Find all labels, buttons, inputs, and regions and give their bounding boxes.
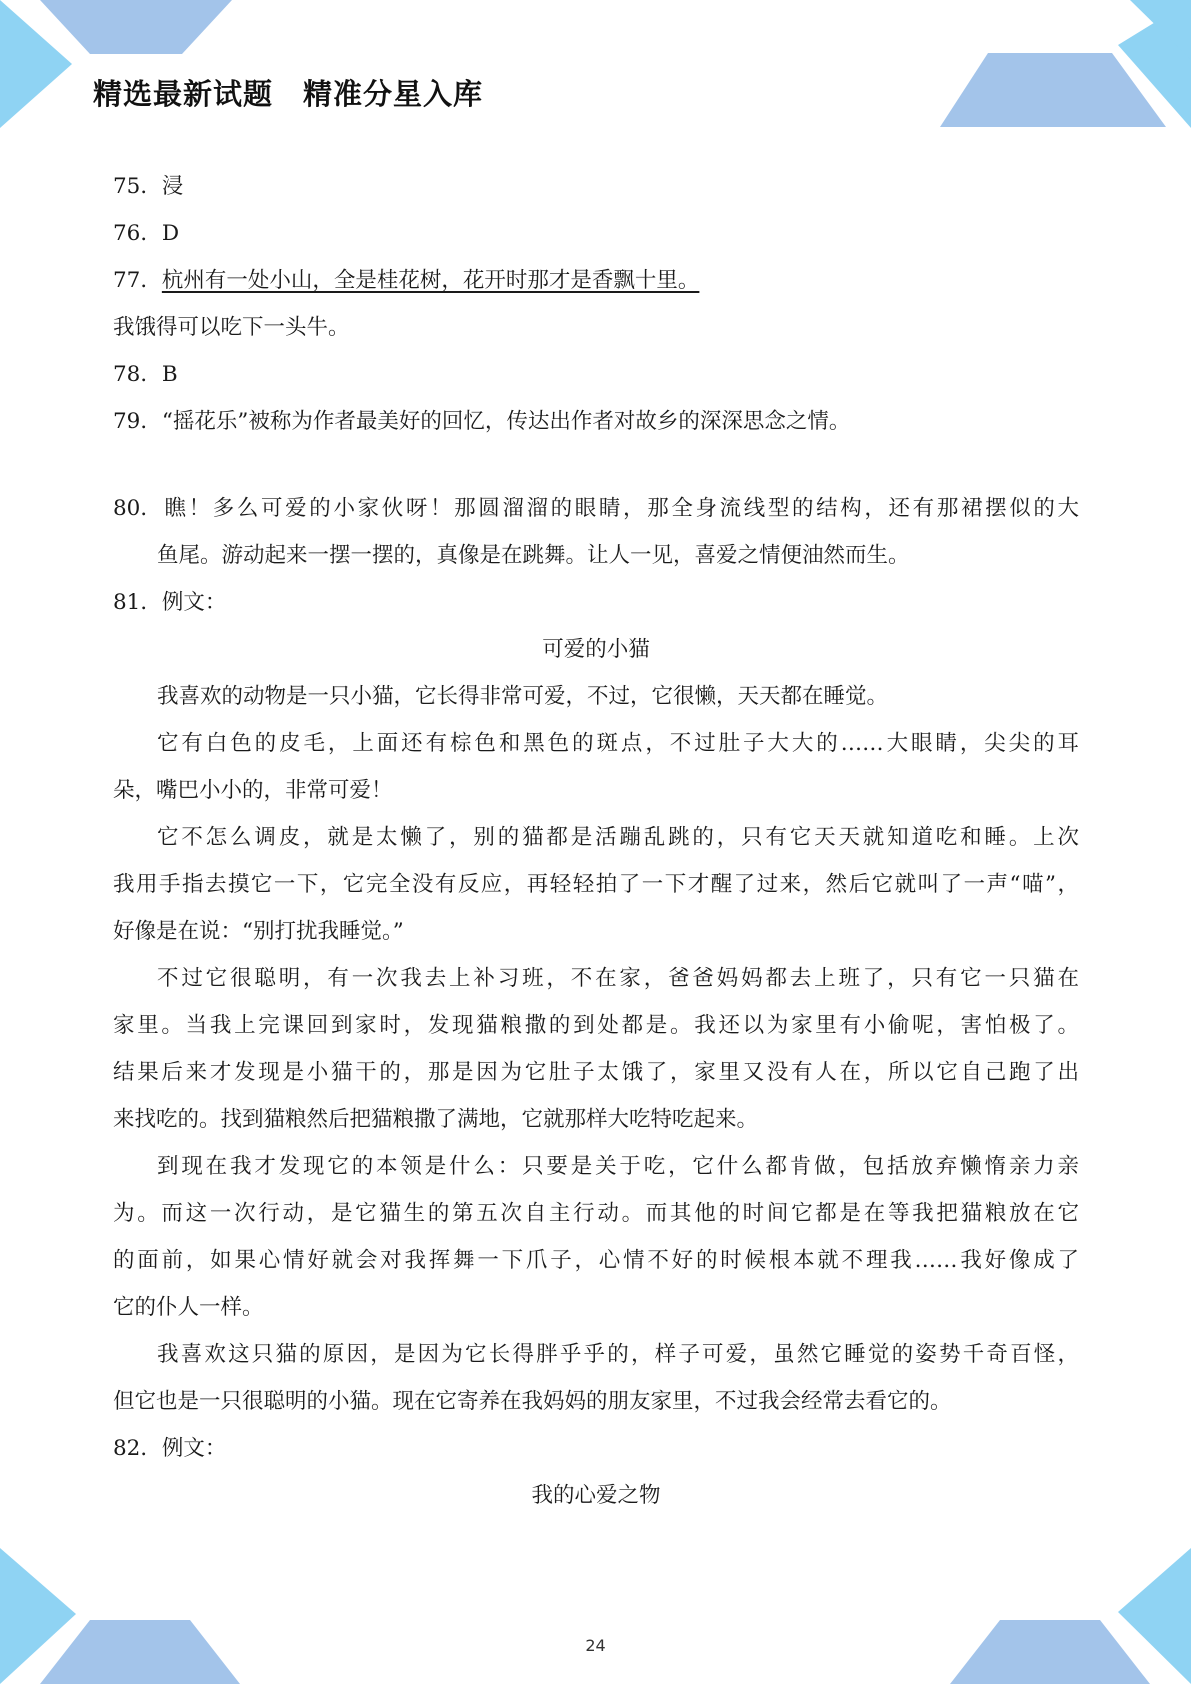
- corner-shape-top-right-trapezoid: [940, 53, 1166, 127]
- essay-line: 我喜欢的动物是一只小猫，它长得非常可爱，不过，它很懒，天天都在睡觉。: [157, 684, 889, 709]
- answer-content: [113, 163, 1079, 1519]
- answer-82: [113, 1425, 1079, 1472]
- answer-80-line-2: 鱼尾。游动起来一摆一摆的，真像是在跳舞。让人一见，喜爱之情便油然而生。: [157, 543, 910, 568]
- answer-number: 76．: [113, 221, 162, 246]
- essay-line: 它不怎么调皮，就是太懒了，别的猫都是活蹦乱跳的，只有它天天就知道吃和睡。上次: [157, 825, 1079, 850]
- essay-line: 它有白色的皮毛，上面还有棕色和黑色的斑点，不过肚子大大的……大眼睛，尖尖的耳: [157, 731, 1079, 756]
- essay-line: 它的仆人一样。: [113, 1295, 264, 1320]
- header-title: 精选最新试题 精准分星入库: [93, 77, 484, 111]
- answer-text: 浸: [161, 174, 184, 199]
- answer-text: B: [161, 362, 178, 387]
- essay-line: 好像是在说：“别打扰我睡觉。”: [113, 919, 404, 944]
- corner-shape-top-right-triangle: [1118, 0, 1191, 128]
- corner-shape-bottom-right-triangle: [1118, 1548, 1191, 1684]
- essay-line: 不过它很聪明，有一次我去上补习班，不在家，爸爸妈妈都去上班了，只有它一只猫在: [157, 966, 1079, 991]
- answer-label: 例文：: [161, 1436, 227, 1461]
- corner-shape-top-left-triangle: [0, 0, 72, 128]
- corner-shape-top-left-trapezoid: [40, 0, 232, 54]
- answer-number: 75．: [113, 174, 162, 199]
- essay-line: 为。而这一次行动，是它猫生的第五次自主行动。而其他的时间它都是在等我把猫粮放在它: [113, 1201, 1079, 1226]
- answer-80: [113, 485, 1079, 532]
- page-number: 24: [585, 1636, 606, 1655]
- essay-line: 但它也是一只很聪明的小猫。现在它寄养在我妈妈的朋友家里，不过我会经常去看它的。: [113, 1389, 952, 1414]
- answer-text: D: [161, 221, 180, 246]
- spacer: [113, 445, 1079, 485]
- answer-number: 79．: [113, 409, 162, 434]
- answer-number: 81．: [113, 590, 162, 615]
- answer-text: 瞧！多么可爱的小家伙呀！那圆溜溜的眼睛，那全身流线型的结构，还有那裙摆似的大: [161, 496, 1079, 521]
- answer-number: 77．: [113, 268, 162, 293]
- essay-line: 我喜欢这只猫的原因，是因为它长得胖乎乎的，样子可爱，虽然它睡觉的姿势千奇百怪，: [157, 1342, 1079, 1367]
- answer-77-line-2: 我饿得可以吃下一头牛。: [113, 315, 350, 340]
- corner-shape-bottom-left-triangle: [0, 1548, 76, 1684]
- answer-78: [113, 351, 1079, 398]
- answer-number: 78．: [113, 362, 162, 387]
- answer-text-underlined: 杭州有一处小山，全是桂花树，花开时那才是香飘十里。: [161, 268, 700, 293]
- essay-line: 朵，嘴巴小小的，非常可爱！: [113, 778, 393, 803]
- answer-75: [113, 163, 1079, 210]
- essay-line: 到现在我才发现它的本领是什么：只要是关于吃，它什么都肯做，包括放弃懒惰亲力亲: [157, 1154, 1079, 1179]
- answer-81: [113, 579, 1079, 626]
- answer-79: [113, 398, 1079, 445]
- essay-line: 的面前，如果心情好就会对我挥舞一下爪子，心情不好的时候根本就不理我……我好像成了: [113, 1248, 1079, 1273]
- answer-label: 例文：: [161, 590, 227, 615]
- essay-title: 我的心爱之物: [531, 1483, 661, 1508]
- essay-line: 来找吃的。找到猫粮然后把猫粮撒了满地，它就那样大吃特吃起来。: [113, 1107, 759, 1132]
- essay-line: 结果后来才发现是小猫干的，那是因为它肚子太饿了，家里又没有人在，所以它自己跑了出: [113, 1060, 1079, 1085]
- answer-number: 80．: [113, 496, 162, 521]
- essay-title: 可爱的小猫: [542, 637, 650, 662]
- essay-line: 家里。当我上完课回到家时，发现猫粮撒的到处都是。我还以为家里有小偷呢，害怕极了。: [113, 1013, 1079, 1038]
- answer-76: [113, 210, 1079, 257]
- corner-shape-top-right-triangle-2: [1130, 0, 1191, 60]
- essay-line: 我用手指去摸它一下，它完全没有反应，再轻轻拍了一下才醒了过来，然后它就叫了一声“喵”，: [113, 872, 1079, 897]
- answer-77: [113, 257, 1079, 304]
- answer-text: “摇花乐”被称为作者最美好的回忆，传达出作者对故乡的深深思念之情。: [161, 409, 851, 434]
- answer-number: 82．: [113, 1436, 162, 1461]
